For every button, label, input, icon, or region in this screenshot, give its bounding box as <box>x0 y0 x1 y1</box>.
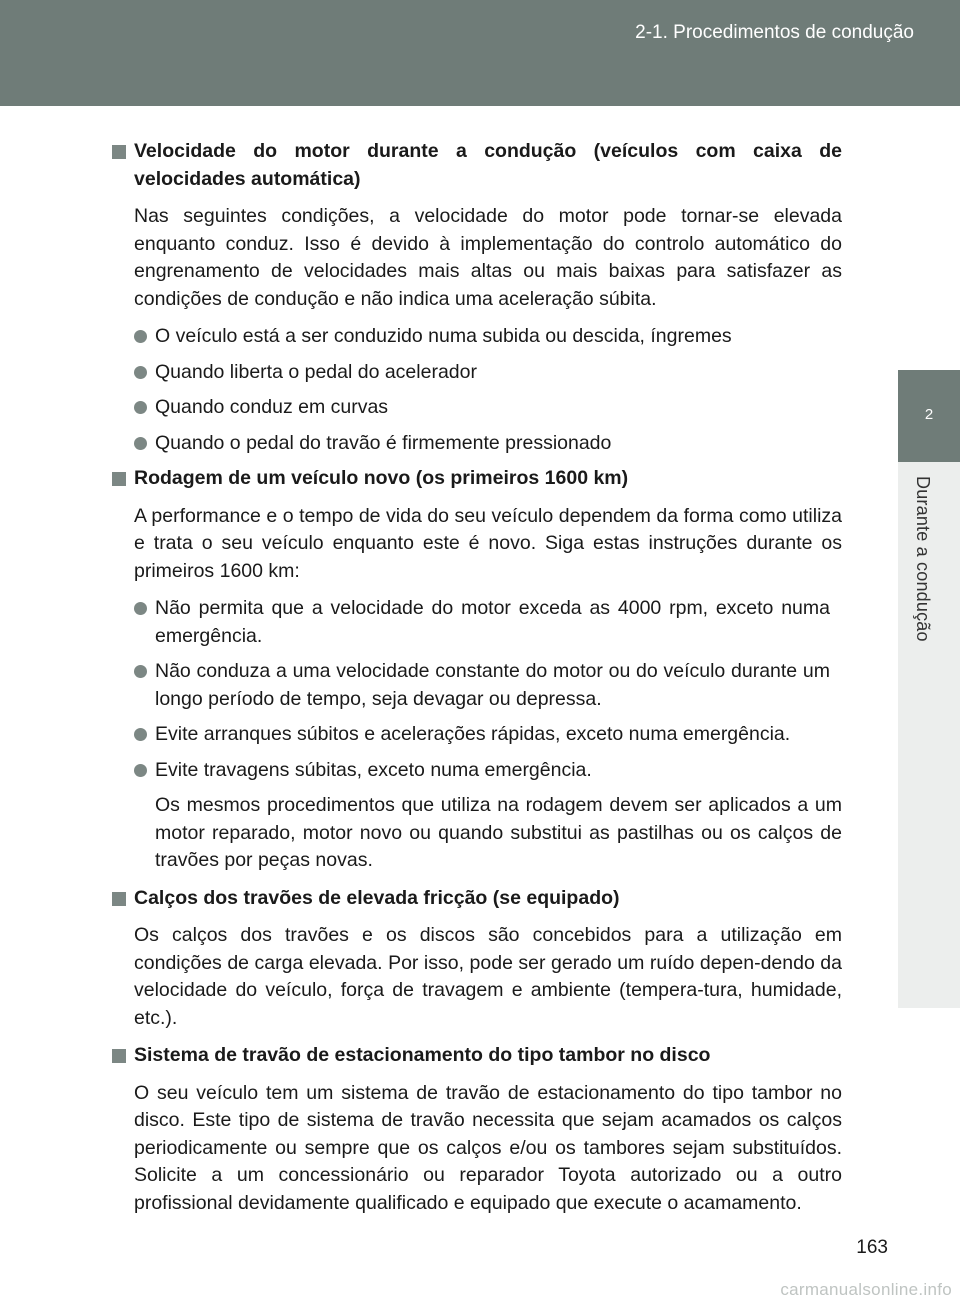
section-heading: Rodagem de um veículo novo (os primeiros 1600 km) <box>112 465 842 493</box>
circle-bullet-icon <box>134 401 147 414</box>
list-item: Evite travagens súbitas, exceto numa emergência. <box>134 757 842 785</box>
chapter-side-label <box>898 462 960 1008</box>
section-heading: Calços dos travões de elevada fricção (se equipado) <box>112 885 842 913</box>
circle-bullet-icon <box>134 728 147 741</box>
circle-bullet-icon <box>134 764 147 777</box>
page-number: 163 <box>856 1237 888 1258</box>
circle-bullet-icon <box>134 665 147 678</box>
list-item: Não conduza a uma velocidade constante do motor ou do veículo durante um longo período de tempo, seja devagar ou depressa. <box>134 658 842 713</box>
section-note: Os mesmos procedimentos que utiliza na rodagem devem ser aplicados a um motor reparado, motor novo ou quando substitui as pastilhas ou os calços de travões por peças novas. <box>155 794 842 871</box>
chapter-side-label-text: Durante a condução <box>913 476 933 642</box>
list-item: Quando o pedal do travão é firmemente pressionado <box>134 430 842 458</box>
page-content <box>112 138 842 1227</box>
section-heading: Sistema de travão de estacionamento do tipo tambor no disco <box>112 1042 842 1070</box>
square-bullet-icon <box>112 472 126 486</box>
list-item: Quando conduz em curvas <box>134 394 842 422</box>
square-bullet-icon <box>112 145 126 159</box>
section-heading: Velocidade do motor durante a condução (veículos com caixa de velocidades automática) <box>112 138 842 193</box>
list-item: Não permita que a velocidade do motor exceda as 4000 rpm, exceto numa emergência. <box>134 595 842 650</box>
list-item: O veículo está a ser conduzido numa subida ou descida, íngremes <box>134 323 842 351</box>
section-paragraph: Os calços dos travões e os discos são concebidos para a utilização em condições de carga elevada. Por isso, pode ser gerado um ruído depen-dendo da velocidade do veículo, força de travagem e ambiente (tempera-tura, humidade, etc.). <box>134 924 842 1029</box>
section-paragraph: O seu veículo tem um sistema de travão de estacionamento do tipo tambor no disco. Este tipo de sistema de travão necessita que sejam acamados os calços periodicamente ou sempre que os calços e/ou os tambores sejam substituídos. Solicite a um concessionário ou reparador Toyota autorizado ou a outro profissional devidamente qualificado e equipado que execute o acamamento. <box>134 1081 842 1214</box>
square-bullet-icon <box>112 1049 126 1063</box>
square-bullet-icon <box>112 892 126 906</box>
circle-bullet-icon <box>134 602 147 615</box>
section-paragraph: A performance e o tempo de vida do seu veículo dependem da forma como utiliza e trata o seu veículo enquanto este é novo. Siga estas instruções durante os primeiros 1600 km: <box>134 504 842 582</box>
watermark: carmanualsonline.info <box>780 1280 952 1299</box>
list-item: Evite arranques súbitos e acelerações rápidas, exceto numa emergência. <box>134 721 842 749</box>
chapter-title: 2-1. Procedimentos de condução <box>635 22 914 43</box>
list-item: Quando liberta o pedal do acelerador <box>134 359 842 387</box>
section-paragraph: Nas seguintes condições, a velocidade do motor pode tornar-se elevada enquanto conduz. Isso é devido à implementação do controlo automático do engrenamento de velocidades mais altas ou mais baixas para satisfazer as condições de condução e não indica uma aceleração súbita. <box>134 205 842 310</box>
chapter-tab <box>898 370 960 462</box>
circle-bullet-icon <box>134 366 147 379</box>
circle-bullet-icon <box>134 330 147 343</box>
page-header <box>0 0 960 106</box>
chapter-number: 2 <box>924 406 934 423</box>
circle-bullet-icon <box>134 437 147 450</box>
